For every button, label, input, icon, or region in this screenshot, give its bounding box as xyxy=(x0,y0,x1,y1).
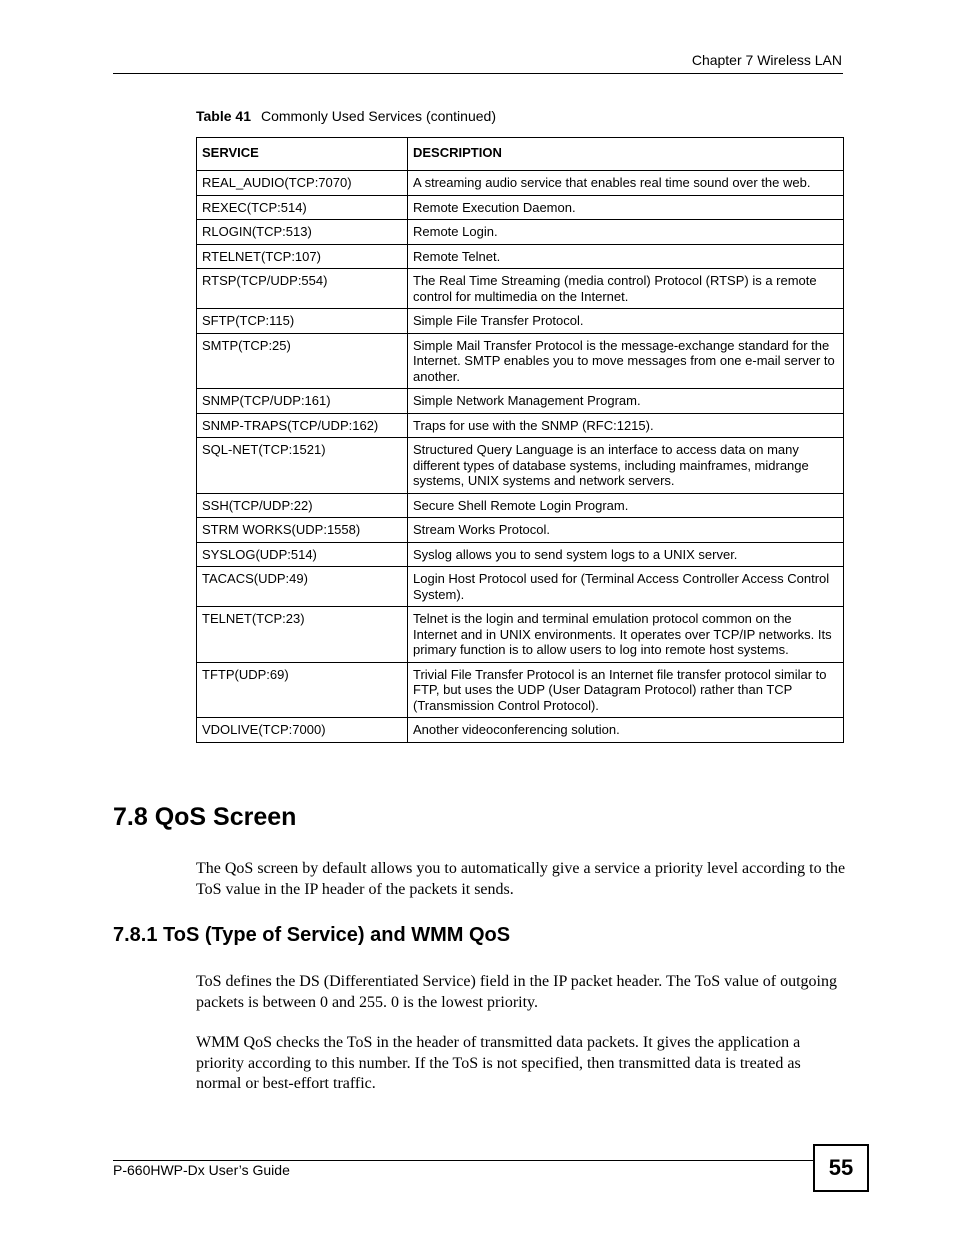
service-cell: SNMP(TCP/UDP:161) xyxy=(197,389,408,414)
column-header-description: DESCRIPTION xyxy=(408,138,844,171)
subsection-title: 7.8.1 ToS (Type of Service) and WMM QoS xyxy=(113,924,511,946)
table-caption-title: Commonly Used Services (continued) xyxy=(261,108,496,124)
services-table xyxy=(196,137,844,743)
description-cell: Secure Shell Remote Login Program. xyxy=(408,493,844,518)
table-caption xyxy=(196,108,496,124)
description-cell: Another videoconferencing solution. xyxy=(408,718,844,743)
description-cell: A streaming audio service that enables real time sound over the web. xyxy=(408,171,844,196)
service-cell: SYSLOG(UDP:514) xyxy=(197,542,408,567)
table-caption-label: Table 41 xyxy=(196,108,251,124)
service-cell: SMTP(TCP:25) xyxy=(197,333,408,389)
table-row xyxy=(197,518,844,543)
description-cell: Traps for use with the SNMP (RFC:1215). xyxy=(408,413,844,438)
service-cell: VDOLIVE(TCP:7000) xyxy=(197,718,408,743)
table-row xyxy=(197,171,844,196)
header-rule xyxy=(113,73,843,74)
description-cell: Telnet is the login and terminal emulation protocol common on the Internet and in UNIX environments. It operates over TCP/IP networks. Its primary function is to allow users to log into remote host systems. xyxy=(408,607,844,663)
service-cell: SQL-NET(TCP:1521) xyxy=(197,438,408,494)
table-row xyxy=(197,438,844,494)
service-cell: SNMP-TRAPS(TCP/UDP:162) xyxy=(197,413,408,438)
description-cell: Simple Mail Transfer Protocol is the message-exchange standard for the Internet. SMTP enables you to move messages from one e-mail server to another. xyxy=(408,333,844,389)
description-cell: Structured Query Language is an interface to access data on many different types of database systems, including mainframes, midrange systems, UNIX systems and network servers. xyxy=(408,438,844,494)
service-cell: TACACS(UDP:49) xyxy=(197,567,408,607)
description-cell: Trivial File Transfer Protocol is an Internet file transfer protocol similar to FTP, but uses the UDP (User Datagram Protocol) rather than TCP (Transmission Control Protocol). xyxy=(408,662,844,718)
description-cell: Remote Login. xyxy=(408,220,844,245)
table-row xyxy=(197,662,844,718)
service-cell: REAL_AUDIO(TCP:7070) xyxy=(197,171,408,196)
table-row xyxy=(197,195,844,220)
subsection-paragraph-2: WMM QoS checks the ToS in the header of transmitted data packets. It gives the application a priority according to this number. If the ToS is not specified, then transmitted data is treated as normal or best-effort traffic. xyxy=(196,1034,801,1092)
description-cell: Login Host Protocol used for (Terminal Access Controller Access Control System). xyxy=(408,567,844,607)
description-cell: The Real Time Streaming (media control) Protocol (RTSP) is a remote control for multimedia on the Internet. xyxy=(408,269,844,309)
table-row xyxy=(197,244,844,269)
table-row xyxy=(197,389,844,414)
service-cell: SFTP(TCP:115) xyxy=(197,309,408,334)
table-row xyxy=(197,333,844,389)
column-header-service: SERVICE xyxy=(197,138,408,171)
page-number: 55 xyxy=(813,1144,869,1192)
table-row xyxy=(197,220,844,245)
table-row xyxy=(197,493,844,518)
table-row xyxy=(197,567,844,607)
section-paragraph: The QoS screen by default allows you to automatically give a service a priority level according to the ToS value in the IP header of the packets it sends. xyxy=(196,860,846,898)
subsection-paragraph-1: ToS defines the DS (Differentiated Service) field in the IP packet header. The ToS value of outgoing packets is between 0 and 255. 0 is the lowest priority. xyxy=(196,973,837,1011)
footer-guide-title: P-660HWP-Dx User’s Guide xyxy=(113,1162,290,1178)
description-cell: Simple Network Management Program. xyxy=(408,389,844,414)
table-row xyxy=(197,309,844,334)
description-cell: Stream Works Protocol. xyxy=(408,518,844,543)
service-cell: STRM WORKS(UDP:1558) xyxy=(197,518,408,543)
running-header: Chapter 7 Wireless LAN xyxy=(691,52,842,68)
description-cell: Remote Telnet. xyxy=(408,244,844,269)
description-cell: Remote Execution Daemon. xyxy=(408,195,844,220)
service-cell: SSH(TCP/UDP:22) xyxy=(197,493,408,518)
footer-rule xyxy=(113,1160,813,1161)
service-cell: RLOGIN(TCP:513) xyxy=(197,220,408,245)
table-row xyxy=(197,607,844,663)
table-row xyxy=(197,413,844,438)
section-title: 7.8 QoS Screen xyxy=(113,803,297,831)
table-row xyxy=(197,718,844,743)
table-row xyxy=(197,542,844,567)
service-cell: TELNET(TCP:23) xyxy=(197,607,408,663)
service-cell: TFTP(UDP:69) xyxy=(197,662,408,718)
service-cell: RTELNET(TCP:107) xyxy=(197,244,408,269)
description-cell: Syslog allows you to send system logs to a UNIX server. xyxy=(408,542,844,567)
table-header-row xyxy=(197,138,844,171)
table-row xyxy=(197,269,844,309)
service-cell: REXEC(TCP:514) xyxy=(197,195,408,220)
service-cell: RTSP(TCP/UDP:554) xyxy=(197,269,408,309)
description-cell: Simple File Transfer Protocol. xyxy=(408,309,844,334)
